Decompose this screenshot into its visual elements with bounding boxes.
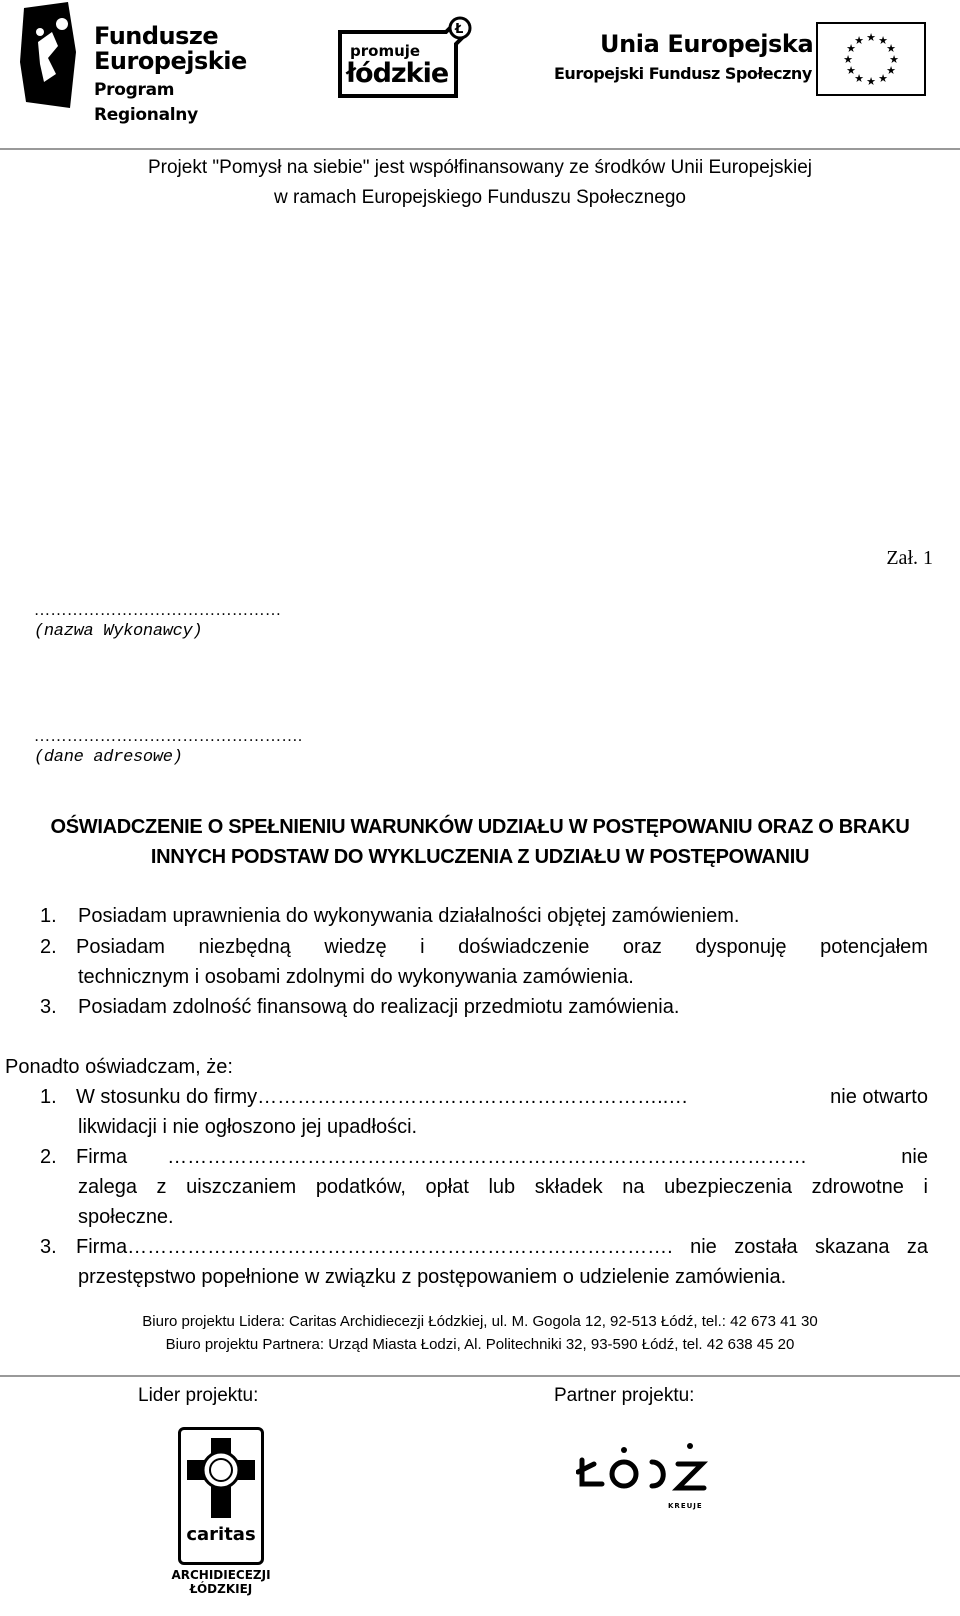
svg-text:★: ★ [886,64,896,77]
word: opłat [425,1176,469,1198]
lodz-logo-small: promuje [350,42,421,60]
footer-partner-office: Biuro projektu Partnera: Urząd Miasta Łodzi, Al. Politechniki 32, 93-590 Łódź, tel. 42 638 45 20 [165,1336,795,1353]
word: zalega [78,1176,137,1198]
caritas-word: caritas [186,1524,256,1545]
header-divider [0,148,960,150]
word: i [420,936,425,958]
declaration-item-2 [40,936,940,962]
further-heading: Ponadto oświadczam, że: [5,1056,233,1078]
word: Firma………………………………………………………………………. [76,1236,673,1258]
further-item-1-right: nie otwarto [830,1086,928,1108]
further-item-2-cont: społeczne. [78,1206,174,1228]
further-item-2 [40,1146,940,1172]
caritas-subtitle [160,1568,282,1596]
further-item-1-num: 1. [40,1086,57,1108]
word: nie [690,1236,717,1258]
further-item-2-num: 2. [40,1146,57,1168]
partner-label: Partner projektu: [554,1385,695,1406]
lodz-kreuje-logo [576,1440,716,1516]
lodz-logo-big: łódzkie [346,58,449,89]
further-item-2-left: Firma [76,1146,128,1168]
further-item-2-line2 [78,1176,928,1202]
further-item-2-text [76,1146,928,1169]
word: wiedzę [324,936,387,958]
word: z [156,1176,167,1198]
project-note-line1: Projekt "Pomysł na siebie" jest współfinansowany ze środków Unii Europejskiej [147,157,812,178]
further-item-1 [40,1086,940,1112]
svg-text:★: ★ [889,53,899,66]
further-item-3-cont: przestępstwo popełnione w związku z postępowaniem o udzielenie zamówienia. [78,1266,787,1288]
word: uiszczaniem [186,1176,297,1198]
contractor-name-label: (nazwa Wykonawcy) [34,622,203,641]
unia-europejska-logo [554,22,834,92]
declaration-title-line2: INNYCH PODSTAW DO WYKLUCZENIA Z UDZIAŁU W POSTĘPOWANIU [150,846,810,868]
contractor-address-dots: …………………………………………. [34,728,303,745]
fe-emblem-icon [18,2,80,108]
fe-logo-line1: Fundusze [94,22,219,50]
caritas-cross-icon [181,1432,261,1522]
word: została [734,1236,798,1258]
eu-stars-icon [818,24,924,94]
attachment-label: Zał. 1 [886,547,933,569]
caritas-logo [178,1427,264,1565]
contractor-address-label: (dane adresowe) [34,748,183,767]
lodz-kreuje-text: KREUJE [668,1502,703,1510]
word: doświadczenie [458,936,590,958]
leader-label: Lider projektu: [138,1385,259,1406]
svg-text:★: ★ [843,53,853,66]
fe-logo-line3: Program Regionalny [94,80,198,125]
caritas-sub-line2: ŁÓDZKIEJ [189,1582,253,1596]
svg-text:★: ★ [878,72,888,85]
declaration-item-1-text: Posiadam uprawnienia do wykonywania działalności objętej zamówieniem. [78,905,740,927]
contractor-name-dots: ……………………………………… [34,602,282,619]
further-item-3-num: 3. [40,1236,57,1258]
declaration-item-3-text: Posiadam zdolność finansową do realizacji przedmiotu zamówienia. [78,996,680,1018]
fe-logo-line2: Europejskie [94,47,247,75]
word: potencjałem [820,936,928,958]
project-note-line2: w ramach Europejskiego Funduszu Społecznego [274,187,686,208]
further-item-2-dots: …………………………………………………………………………………… [167,1146,808,1168]
footer-leader-office: Biuro projektu Lidera: Caritas Archidiecezji Łódzkiej, ul. M. Gogola 12, 92-513 Łódź, tel.: 42 673 41 30 [142,1313,818,1330]
svg-text:★: ★ [866,75,876,88]
declaration-item-2-cont: technicznym i osobami zdolnymi do wykonywania zamówienia. [78,966,634,988]
word: składek [534,1176,603,1198]
caritas-sub-line1: ARCHIDIECEZJI [171,1568,271,1582]
further-item-1-text [76,1086,928,1109]
word: oraz [622,936,662,958]
svg-text:★: ★ [846,42,856,55]
declaration-item-3-num: 3. [40,996,57,1018]
word: za [906,1236,928,1258]
svg-text:Ł: Ł [455,22,464,37]
footer-divider [0,1375,960,1377]
word: ubezpieczenia [664,1176,792,1198]
svg-text:★: ★ [866,31,876,44]
further-item-1-cont: likwidacji i nie ogłoszono jej upadłości. [78,1116,418,1138]
word: i [923,1176,928,1198]
word: Posiadam [76,936,165,958]
word: dysponuję [695,936,787,958]
declaration-item-2-num: 2. [40,936,57,958]
promuje-lodzkie-logo [338,14,476,100]
svg-text:★: ★ [854,34,864,47]
further-item-3-text [76,1236,928,1259]
declaration-title-line1: OŚWIADCZENIE O SPEŁNIENIU WARUNKÓW UDZIAŁU W POSTĘPOWANIU ORAZ O BRAKU [50,816,910,838]
fundusze-europejskie-logo [18,2,278,125]
lodz-mark-icon [576,1440,716,1504]
ue-logo-line2: Europejski Fundusz Społeczny [554,64,812,83]
further-item-1-left: W stosunku do firmy……………………………………………………..… [76,1086,689,1108]
further-item-3 [40,1236,940,1262]
ue-logo-line1: Unia Europejska [600,30,814,58]
eu-flag-icon [816,22,926,96]
word: podatków, [315,1176,406,1198]
word: skazana [814,1236,890,1258]
declaration-item-1-num: 1. [40,905,57,927]
word: zdrowotne [811,1176,904,1198]
word: niezbędną [198,936,291,958]
word: na [622,1176,645,1198]
word: lub [488,1176,516,1198]
further-item-2-right: nie [901,1146,928,1168]
svg-text:★: ★ [846,64,856,77]
svg-text:★: ★ [854,72,864,85]
svg-text:★: ★ [878,34,888,47]
declaration-item-2-text [76,936,928,959]
svg-text:★: ★ [886,42,896,55]
